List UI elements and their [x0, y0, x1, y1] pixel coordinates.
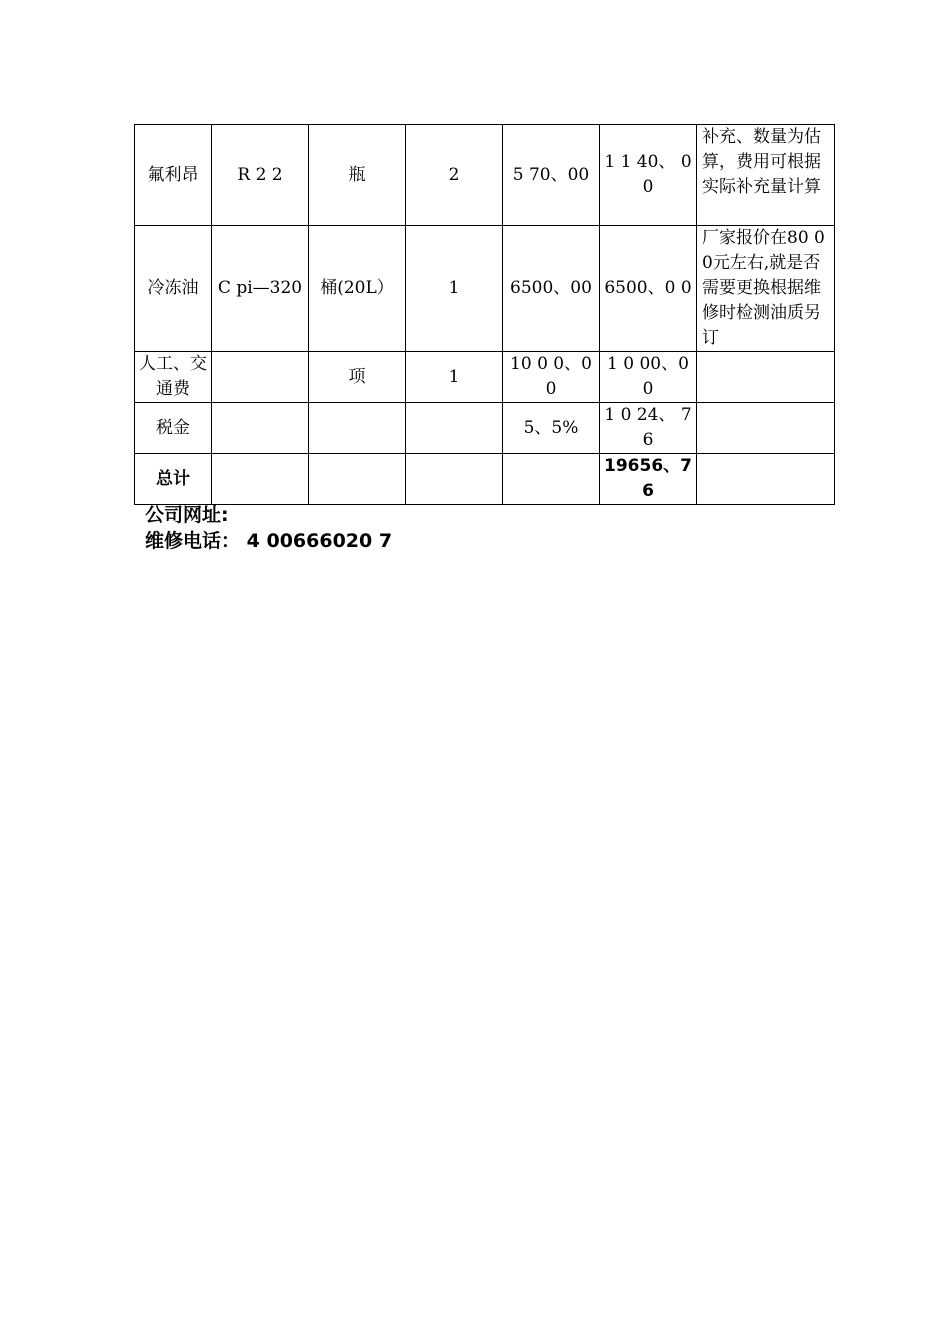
- model-cell: C pi—320: [212, 226, 309, 352]
- unit-cell: 项: [309, 352, 406, 403]
- empty-cell: [212, 454, 309, 505]
- table-row: [135, 226, 835, 352]
- quantity-cell: 1: [406, 226, 503, 352]
- amount-cell: 1 1 40、 0 0: [600, 125, 697, 226]
- remark-cell: [697, 403, 835, 454]
- remark-cell: 厂家报价在80 0 0元左右,就是否需要更换根据维修时检测油质另订: [697, 226, 835, 352]
- repair-phone-label: 维修电话：: [145, 530, 241, 552]
- empty-cell: [309, 454, 406, 505]
- table-row: [135, 352, 835, 403]
- quantity-cell: 1: [406, 352, 503, 403]
- amount-cell: 1 0 00、00: [600, 352, 697, 403]
- empty-cell: [697, 454, 835, 505]
- model-cell: R 2 2: [212, 125, 309, 226]
- quantity-cell: [406, 403, 503, 454]
- repair-phone-line: [145, 528, 392, 554]
- unit-cell: 瓶: [309, 125, 406, 226]
- table-row: [135, 403, 835, 454]
- empty-cell: [406, 454, 503, 505]
- total-label: 总计: [135, 454, 212, 505]
- remark-cell: [697, 352, 835, 403]
- remark-cell: 补充、数量为估算，费用可根据实际补充量计算: [697, 125, 835, 226]
- quantity-cell: 2: [406, 125, 503, 226]
- quote-table: [134, 124, 835, 505]
- unit-price-cell: 10 0 0、0 0: [503, 352, 600, 403]
- unit-price-cell: 5、5%: [503, 403, 600, 454]
- total-row: [135, 454, 835, 505]
- model-cell: [212, 403, 309, 454]
- unit-cell: [309, 403, 406, 454]
- unit-cell: 桶(20L）: [309, 226, 406, 352]
- empty-cell: [503, 454, 600, 505]
- unit-price-cell: 5 70、00: [503, 125, 600, 226]
- item-name-cell: 氟利昂: [135, 125, 212, 226]
- company-website-label: 公司网址:: [145, 504, 229, 526]
- repair-phone-number: 4 00666020 7: [246, 530, 393, 552]
- amount-cell: 1 0 24、 7 6: [600, 403, 697, 454]
- table-row: [135, 125, 835, 226]
- total-amount: 19656、7 6: [600, 454, 697, 505]
- item-name-cell: 冷冻油: [135, 226, 212, 352]
- model-cell: [212, 352, 309, 403]
- company-website-line: [145, 502, 229, 528]
- unit-price-cell: 6500、00: [503, 226, 600, 352]
- item-name-cell: 税金: [135, 403, 212, 454]
- amount-cell: 6500、0 0: [600, 226, 697, 352]
- item-name-cell: 人工、交通费: [135, 352, 212, 403]
